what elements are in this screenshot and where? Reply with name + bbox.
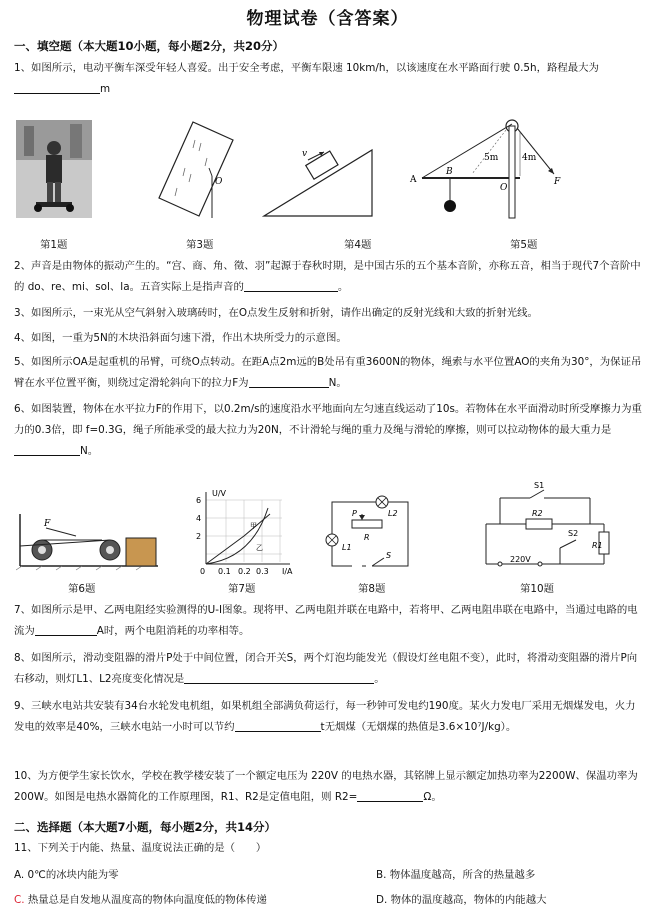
figure-glass-block: [155, 118, 235, 220]
svg-text:L1: L1: [342, 543, 352, 552]
svg-text:4: 4: [196, 514, 202, 523]
svg-text:220V: 220V: [510, 555, 531, 564]
svg-text:L2: L2: [388, 509, 398, 518]
question-8: 8、如图所示，滑动变阻器的滑片P处于中间位置，闭合开关S，两个灯泡均能发光（假设灯丝电阻不变），此时，将滑动变阻器的滑片P向右移动，则灯L1、L2亮度变化情况是 。: [14, 652, 638, 685]
svg-text:R: R: [364, 533, 370, 542]
question-text: 如图装置，物体在水平拉力F的作用下，以0.2m/s的速度沿水平地面向左匀速直线运动了10s。若物体在水平面滑动时所受摩擦力为重力的0.3倍，即 f=0.3G，绳子所能承受的最大拉力为20N，不计滑轮与绳的重力及绳与滑轮的摩擦，则可以拉动物体的最大重力是: [14, 403, 642, 436]
svg-text:乙: 乙: [256, 544, 263, 552]
svg-text:R1: R1: [592, 541, 603, 550]
answer-blank[interactable]: [357, 789, 423, 802]
figure-u-i-graph: [186, 488, 298, 576]
caption-fig5: 第5题: [510, 239, 538, 251]
svg-text:4m: 4m: [522, 153, 537, 163]
question-text: 如图所示是甲、乙两电阻经实验测得的U-I图象。现将甲、乙两电阻并联在电路中，若将甲、乙两电阻串联在电路中，当通过电路的电流为: [14, 604, 638, 637]
svg-text:P: P: [352, 509, 357, 518]
question-6: 6、如图装置，物体在水平拉力F的作用下，以0.2m/s的速度沿水平地面向左匀速直线运动了10s。若物体在水平面滑动时所受摩擦力为重力的0.3倍，即 f=0.3G，绳子所能承受的最大拉力为20N，不计滑轮与绳的重力及绳与滑轮的摩擦，则可以拉动物体的最大重力是N。: [14, 403, 642, 457]
answer-blank[interactable]: [235, 719, 321, 732]
label-F: F: [44, 519, 51, 529]
figure-circuit-slider: [322, 488, 416, 576]
svg-text:O: O: [500, 183, 508, 193]
svg-text:U/V: U/V: [212, 489, 227, 498]
answer-blank[interactable]: [184, 671, 374, 684]
svg-text:2: 2: [196, 532, 202, 541]
label-O: O: [215, 177, 223, 187]
page-title: 物理试卷（含答案）: [246, 9, 409, 29]
question-2: 2、声音是由物体的振动产生的。“宫、商、角、徵、羽”起源于春秋时期，是中国古乐的五个基本音阶，亦称五音，相当于现代7个音阶中的 do、re、mi、sol、la。五音实际上是指声音的 。: [14, 260, 641, 293]
question-9: 9、三峡水电站共安装有34台水轮发电机组，如果机组全部满负荷运行，每一秒钟可发电约190度。某火力发电厂采用无烟煤发电，火力发电的效率是40%，三峡水电站一小时可以节约 t无烟煤（无烟煤的热值是3.6×10⁷J/kg）。: [14, 700, 636, 733]
caption-fig10: 第10题: [520, 583, 555, 595]
svg-text:B: B: [446, 167, 453, 177]
question-text: 如图所示，电动平衡车深受年轻人喜爱。出于安全考虑，平衡车限速 10km/h，以该速度在水平路面行驶 0.5h，路程最大为: [31, 62, 599, 74]
caption-fig1: 第1题: [40, 239, 68, 251]
answer-blank[interactable]: [35, 623, 97, 636]
question-text: 下列关于内能、热量、温度说法正确的是（ ）: [37, 842, 267, 854]
option-a[interactable]: A. 0℃的冰块内能为零: [14, 869, 119, 881]
caption-fig6: 第6题: [68, 583, 96, 595]
question-1: [14, 58, 642, 100]
svg-text:I/A: I/A: [282, 567, 293, 576]
question-text: 为方便学生家长饮水，学校在教学楼安装了一个额定电压为 220V 的电热水器，其铭牌上显示额定加热功率为2200W、保温功率为200W。如图是电热水器简化的工作原理图，R1、R2是定值电阻，则 R2=: [14, 770, 638, 803]
figure-incline-block: [262, 128, 374, 220]
svg-text:S1: S1: [534, 481, 545, 490]
svg-text:0.1: 0.1: [218, 567, 231, 576]
svg-text:0.2: 0.2: [238, 567, 251, 576]
question-5: 5、如图所示OA是起重机的吊臂，可绕O点转动。在距A点2m远的B处吊有重3600N的物体，绳索与水平位置AO的夹角为30°，为保证吊臂在水平位置平衡，则绕过定滑轮斜向下的拉力F为 N。: [14, 356, 642, 389]
question-text: 如图所示OA是起重机的吊臂，可绕O点转动。在距A点2m远的B处吊有重3600N的物体，绳索与水平位置AO的夹角为30°，为保证吊臂在水平位置平衡，则绕过定滑轮斜向下的拉力F为: [14, 356, 642, 389]
label-v: v: [302, 149, 308, 159]
section-heading-fill-blank: 一、填空题（本大题10小题，每小题2分，共20分）: [14, 39, 285, 53]
svg-text:A: A: [410, 175, 417, 185]
svg-text:6: 6: [196, 496, 202, 505]
svg-text:甲: 甲: [250, 522, 257, 530]
option-b[interactable]: B. 物体温度越高，所含的热量越多: [376, 869, 536, 881]
question-text: 如图所示，一束光从空气斜射入玻璃砖时，在O点发生反射和折射，请作出确定的反射光线和大致的折射光线。: [31, 307, 538, 319]
question-text: 声音是由物体的振动产生的。“宫、商、角、徵、羽”起源于春秋时期，是中国古乐的五个基本音阶，亦称五音，相当于现代7个音阶中的 do、re、mi、sol、la。五音实际上是指声音的: [14, 260, 641, 293]
figure-pulley-on-floor: [16, 510, 160, 574]
figure-crane-arm: [408, 116, 578, 224]
question-number: 1、: [14, 62, 32, 74]
svg-text:F: F: [554, 177, 561, 187]
svg-text:R2: R2: [532, 509, 543, 518]
option-d[interactable]: D. 物体的温度越高，物体的内能越大: [376, 894, 547, 906]
option-c[interactable]: C. 热量总是自发地从温度高的物体向温度低的物体传递: [14, 894, 267, 906]
figure-heater-circuit: [480, 478, 610, 574]
question-text: 三峡水电站共安装有34台水轮发电机组，如果机组全部满负荷运行，每一秒钟可发电约190度。某火力发电厂采用无烟煤发电，火力发电的效率是40%，三峡水电站一小时可以节约: [14, 700, 636, 733]
question-unit: m: [100, 83, 111, 95]
section-heading-multiple-choice: 二、选择题（本大题7小题，每小题2分，共14分）: [14, 820, 277, 834]
question-text: 如图，一重为5N的木块沿斜面匀速下滑，作出木块所受力的示意图。: [31, 332, 347, 344]
svg-text:0: 0: [200, 567, 206, 576]
caption-fig8: 第8题: [358, 583, 386, 595]
question-3: 3、如图所示，一束光从空气斜射入玻璃砖时，在O点发生反射和折射，请作出确定的反射光线和大致的折射光线。: [14, 307, 538, 319]
question-text: 如图所示，滑动变阻器的滑片P处于中间位置，闭合开关S，两个灯泡均能发光（假设灯丝电阻不变），此时，将滑动变阻器的滑片P向右移动，则灯L1、L2亮度变化情况是: [14, 652, 638, 685]
question-4: 4、如图，一重为5N的木块沿斜面匀速下滑，作出木块所受力的示意图。: [14, 332, 347, 344]
svg-text:S2: S2: [568, 529, 579, 538]
svg-text:5m: 5m: [484, 153, 499, 163]
question-10: 10、为方便学生家长饮水，学校在教学楼安装了一个额定电压为 220V 的电热水器，其铭牌上显示额定加热功率为2200W、保温功率为200W。如图是电热水器简化的工作原理图，R1、R2是定值电阻，则 R2= Ω。: [14, 770, 638, 803]
answer-blank[interactable]: [14, 81, 100, 94]
answer-blank[interactable]: [14, 443, 80, 456]
caption-fig4: 第4题: [344, 239, 372, 251]
figure-balance-scooter: [16, 120, 92, 218]
caption-fig3: 第3题: [186, 239, 214, 251]
svg-text:S: S: [386, 551, 392, 560]
question-11: 11、下列关于内能、热量、温度说法正确的是（ ）: [14, 842, 267, 854]
svg-text:0.3: 0.3: [256, 567, 269, 576]
question-7: 7、如图所示是甲、乙两电阻经实验测得的U-I图象。现将甲、乙两电阻并联在电路中，若将甲、乙两电阻串联在电路中，当通过电路的电流为 A时，两个电阻消耗的功率相等。: [14, 604, 638, 637]
answer-blank[interactable]: [249, 375, 329, 388]
answer-blank[interactable]: [244, 279, 338, 292]
caption-fig7: 第7题: [228, 583, 256, 595]
